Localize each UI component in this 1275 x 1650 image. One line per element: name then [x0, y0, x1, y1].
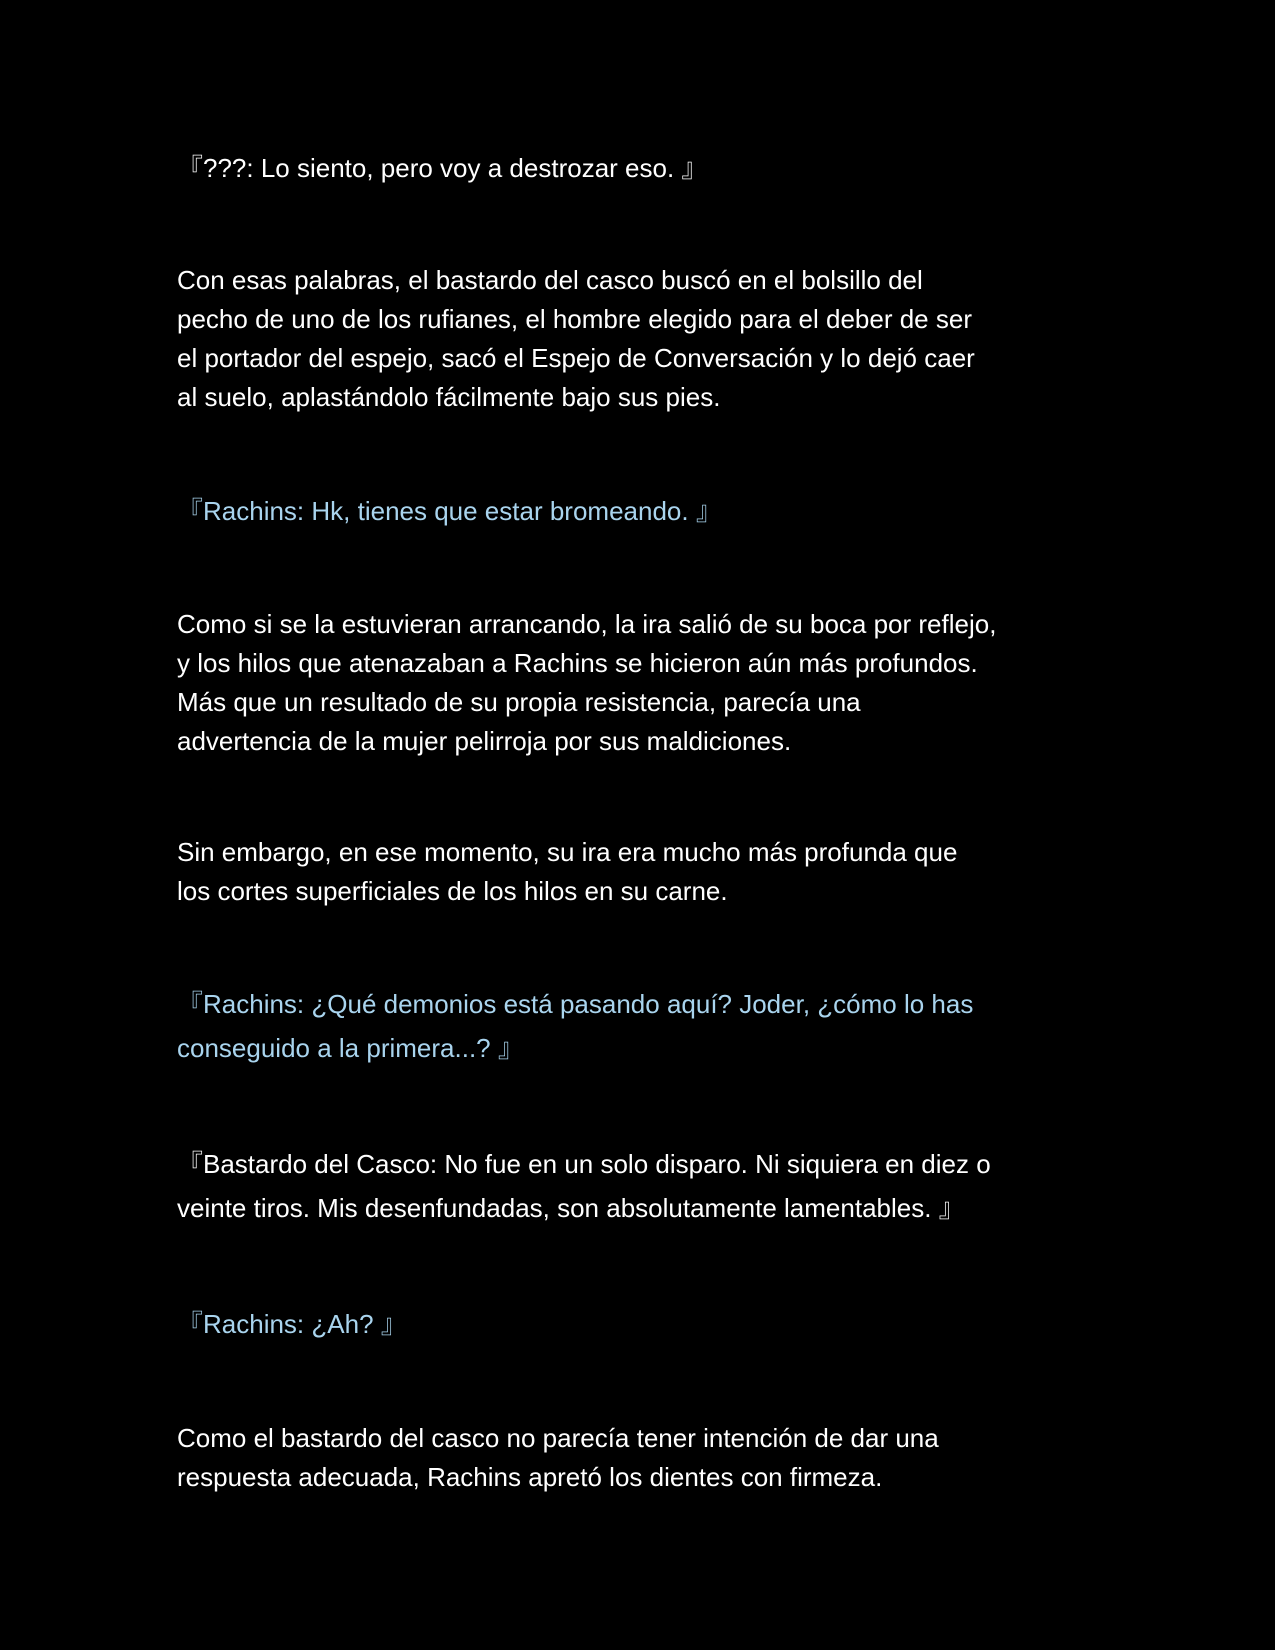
- narration-paragraph: Como el bastardo del casco no parecía tener intención de dar una respuesta adecuada, Rachins apretó los dientes con firmeza.: [177, 1423, 939, 1492]
- dialogue-rachins: 『Rachins: ¿Qué demonios está pasando aquí? Joder, ¿cómo lo has conseguido a la primera...? 』: [177, 989, 974, 1063]
- dialogue-rachins: 『Rachins: ¿Ah? 』: [177, 1309, 407, 1339]
- narration-paragraph: Con esas palabras, el bastardo del casco buscó en el bolsillo del pecho de uno de los rufianes, el hombre elegido para el deber de ser el portador del espejo, sacó el Espejo de Conversación y lo dejó caer al suelo, aplastándolo fácilmente bajo sus pies.: [177, 265, 975, 412]
- narration-paragraph: Como si se la estuvieran arrancando, la ira salió de su boca por reflejo, y los hilos que atenazaban a Rachins se hicieron aún más profundos. Más que un resultado de su propia resistencia, parecía una advertencia de la mujer pelirroja por sus maldiciones.: [177, 609, 997, 756]
- dialogue-bastardo-del-casco: 『Bastardo del Casco: No fue en un solo disparo. Ni siquiera en diez o veinte tiros. Mis desenfundadas, son absolutamente lamentables. 』: [177, 1149, 991, 1223]
- dialogue-rachins: 『Rachins: Hk, tienes que estar bromeando. 』: [177, 496, 722, 526]
- dialogue-unknown-speaker: 『???: Lo siento, pero voy a destrozar eso. 』: [177, 153, 708, 183]
- narration-paragraph: Sin embargo, en ese momento, su ira era mucho más profunda que los cortes superficiales de los hilos en su carne.: [177, 837, 958, 906]
